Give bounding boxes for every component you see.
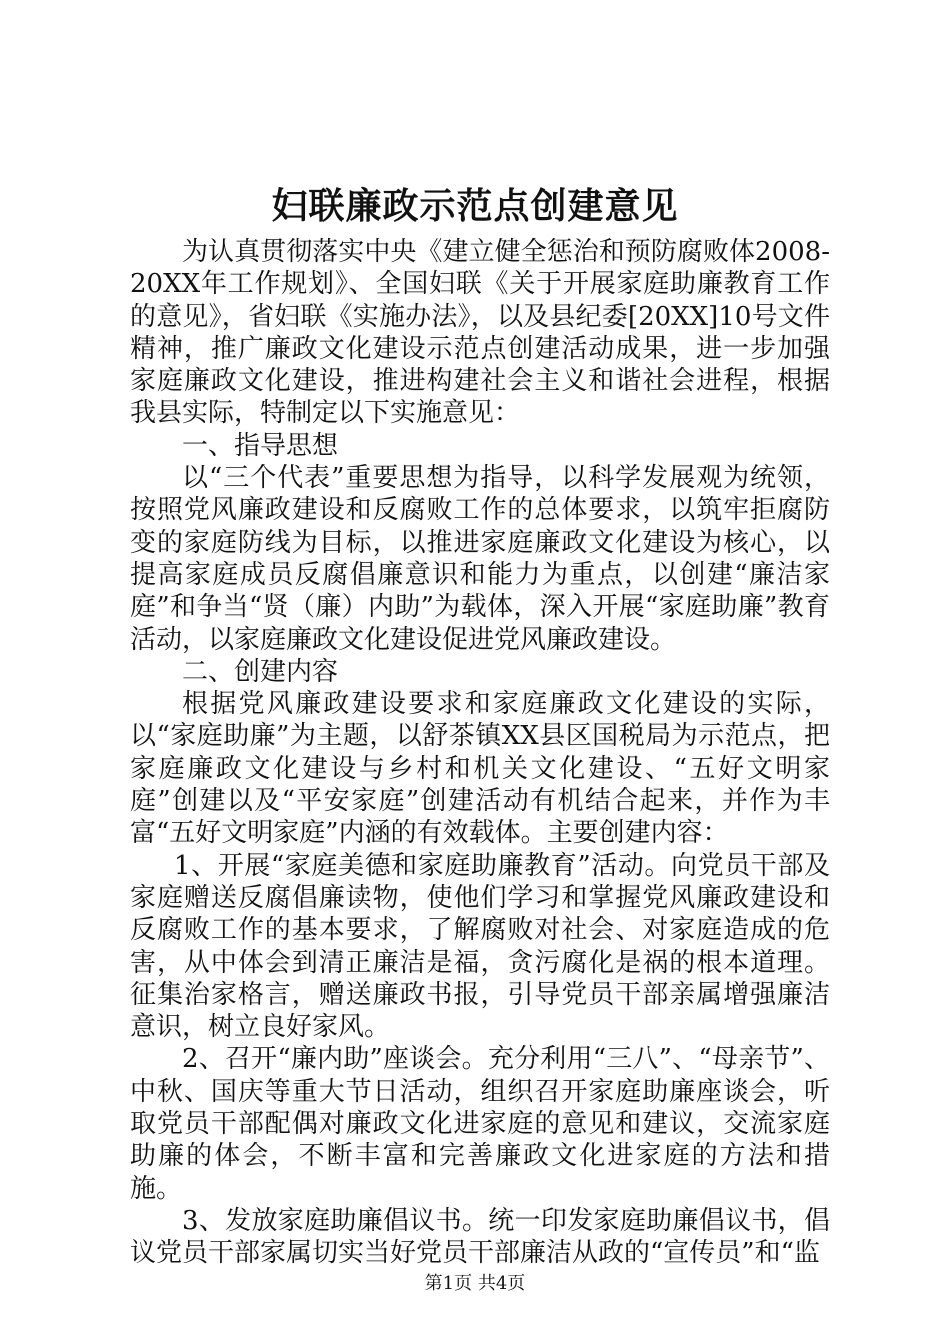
item-2-paragraph: 2、召开“廉内助”座谈会。充分利用“三八”、“母亲节”、中秋、国庆等重大节日活动，组织召开家庭助廉座谈会，听取党员干部配偶对廉政文化进家庭的意见和建议，交流家庭助廉的体会，不断丰富和完善廉政文化进家庭的方法和措施。 (130, 1044, 830, 1204)
section-heading-creation-content: 二、创建内容 (182, 656, 339, 687)
intro-paragraph: 为认真贯彻落实中央《建立健全惩治和预防腐败体2008-20XX年工作规划》、全国妇联《关于开展家庭助廉教育工作的意见》，省妇联《实施办法》，以及县纪委[20XX]10号文件精神，推广廉政文化建设示范点创建活动成果，进一步加强家庭廉政文化建设，推进构建社会主义和谐社会进程，根据我县实际，特制定以下实施意见： (130, 237, 830, 429)
guiding-ideology-paragraph: 以“三个代表”重要思想为指导，以科学发展观为统领，按照党风廉政建设和反腐败工作的总体要求，以筑牢拒腐防变的家庭防线为目标，以推进家庭廉政文化建设为核心，以提高家庭成员反腐倡廉意识和能力为重点，以创建“廉洁家庭”和争当“贤（廉）内助”为载体，深入开展“家庭助廉”教育活动，以家庭廉政文化建设促进党风廉政建设。 (130, 463, 830, 655)
document-title: 妇联廉政示范点创建意见 (271, 185, 679, 227)
creation-content-paragraph: 根据党风廉政建设要求和家庭廉政文化建设的实际，以“家庭助廉”为主题，以舒茶镇XX县区国税局为示范点，把家庭廉政文化建设与乡村和机关文化建设、“五好文明家庭”创建以及“平安家庭”创建活动有机结合起来，并作为丰富“五好文明家庭”内涵的有效载体。主要创建内容： (130, 689, 830, 849)
item-3-paragraph: 3、发放家庭助廉倡议书。统一印发家庭助廉倡议书，倡议党员干部家属切实当好党员干部廉洁从政的“宣传员”和“监 (130, 1205, 830, 1269)
document-body (130, 236, 830, 1270)
item-1-paragraph: 1、开展“家庭美德和家庭助廉教育”活动。向党员干部及家庭赠送反腐倡廉读物，使他们学习和掌握党风廉政建设和反腐败工作的基本要求，了解腐败对社会、对家庭造成的危害，从中体会到清正廉洁是福，贪污腐化是祸的根本道理。征集治家格言，赠送廉政书报，引导党员干部亲属增强廉洁意识，树立良好家风。 (130, 850, 830, 1043)
page-number-footer: 第1页 共4页 (424, 1273, 526, 1294)
section-heading-guiding-ideology: 一、指导思想 (182, 430, 339, 461)
